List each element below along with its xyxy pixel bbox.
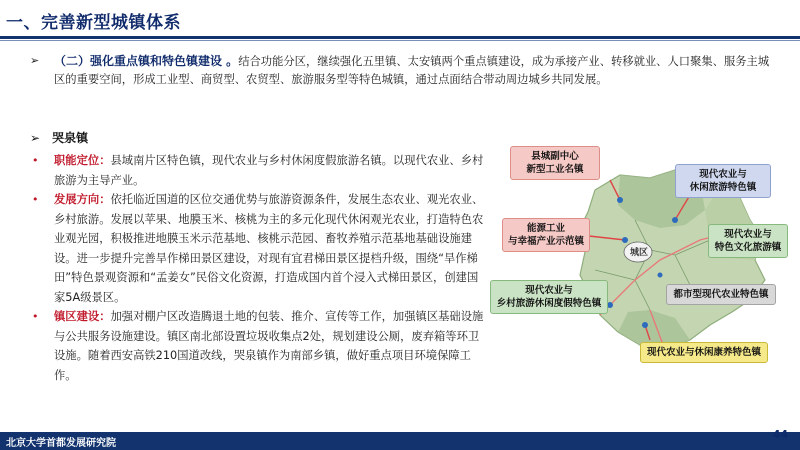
bullet-dot-icon: • xyxy=(32,193,39,206)
map-tag-health-care: 现代农业与休闲康养特色镇 xyxy=(640,342,768,363)
map-tag-urban-agriculture: 都市型现代农业特色镇 xyxy=(666,284,776,305)
map-tag-culture-tourism: 现代农业与 特色文化旅游镇 xyxy=(708,224,788,258)
intro-text xyxy=(54,52,780,89)
footer-org: 北京大学首都发展研究院 xyxy=(6,438,116,449)
bullet-dot-icon: • xyxy=(32,154,39,167)
map-tag-sub-center: 县城副中心 新型工业名镇 xyxy=(510,146,600,180)
slide-header xyxy=(0,0,800,40)
town-marker xyxy=(672,217,678,223)
town-marker xyxy=(658,273,663,278)
header-divider-thin xyxy=(0,40,800,41)
map-tag-leisure-tourism: 现代农业与 休闲旅游特色镇 xyxy=(675,164,771,198)
town-system-map xyxy=(496,140,790,376)
town-marker xyxy=(617,197,623,203)
intro-paragraph xyxy=(30,52,780,89)
bullet-item xyxy=(30,307,488,385)
map-tag-rural-tourism: 现代农业与 乡村旅游休闲度假特色镇 xyxy=(490,280,608,314)
bullet-label: 发展方向： xyxy=(54,193,111,206)
town-marker xyxy=(622,237,628,243)
subsection-title-text: 哭泉镇 xyxy=(52,131,89,145)
town-marker xyxy=(642,322,648,328)
intro-body: 结合功能分区，继续强化五里镇、太安镇两个重点镇建设，成为承接产业、转移就业、人口聚集、服务主城区的重要空间，形成工业型、商贸型、农贸型、旅游服务型等特色城镇，通过点面结合带动周边城乡共同发展。 xyxy=(54,55,770,86)
bullet-list xyxy=(30,151,488,385)
subsection-title xyxy=(30,129,88,146)
intro-lead: （二）强化重点镇和特色镇建设 。 xyxy=(54,54,239,68)
map-tag-energy-industry: 能源工业 与幸福产业示范镇 xyxy=(502,218,590,252)
header-divider xyxy=(0,36,800,39)
bullet-text: 县域南片区特色镇，现代农业与乡村休闲度假旅游名镇。以现代农业、乡村旅游为主导产业。 xyxy=(54,154,484,187)
page-number: 44 xyxy=(772,428,788,441)
bullet-item xyxy=(30,151,488,190)
bullet-item xyxy=(30,190,488,307)
footer-bar xyxy=(0,432,800,450)
city-center-label: 城区 xyxy=(630,248,649,258)
bullet-text: 加强对棚户区改造腾退土地的包装、推介、宣传等工作，加强镇区基础设施与公共服务设施建设。镇区南北部设置垃圾收集点2处，规划建设公厕，废弃箱等环卫设施。随着西安高铁210国道改线，哭泉镇作为南部乡镇，做好重点项目环境保障工作。 xyxy=(54,310,484,382)
arrow-bullet-icon: ➢ xyxy=(30,131,41,145)
bullet-dot-icon: • xyxy=(32,310,39,323)
page-title: 一、完善新型城镇体系 xyxy=(6,13,181,33)
bullet-label: 职能定位： xyxy=(54,154,111,167)
bullet-text: 依托临近国道的区位交通优势与旅游资源条件，发展生态农业、观光农业、乡村旅游。发展以苹果、地膜玉米、核桃为主的多元化现代休闲观光农业，打造特色农业观光园，积极推进地膜玉米示范基地、核桃示范园、畜牧养殖示范基地基础设施建设。进一步提升完善旱作梯田景区建设，对现有宜君梯田景区提档升级，围绕“旱作梯田”特色景观资源和“孟姜女”民俗文化资源，打造成国内首个浸入式梯田景区，创建国家5A级景区。 xyxy=(54,193,484,304)
arrow-bullet-icon: ➢ xyxy=(30,54,40,67)
bullet-label: 镇区建设： xyxy=(54,310,111,323)
